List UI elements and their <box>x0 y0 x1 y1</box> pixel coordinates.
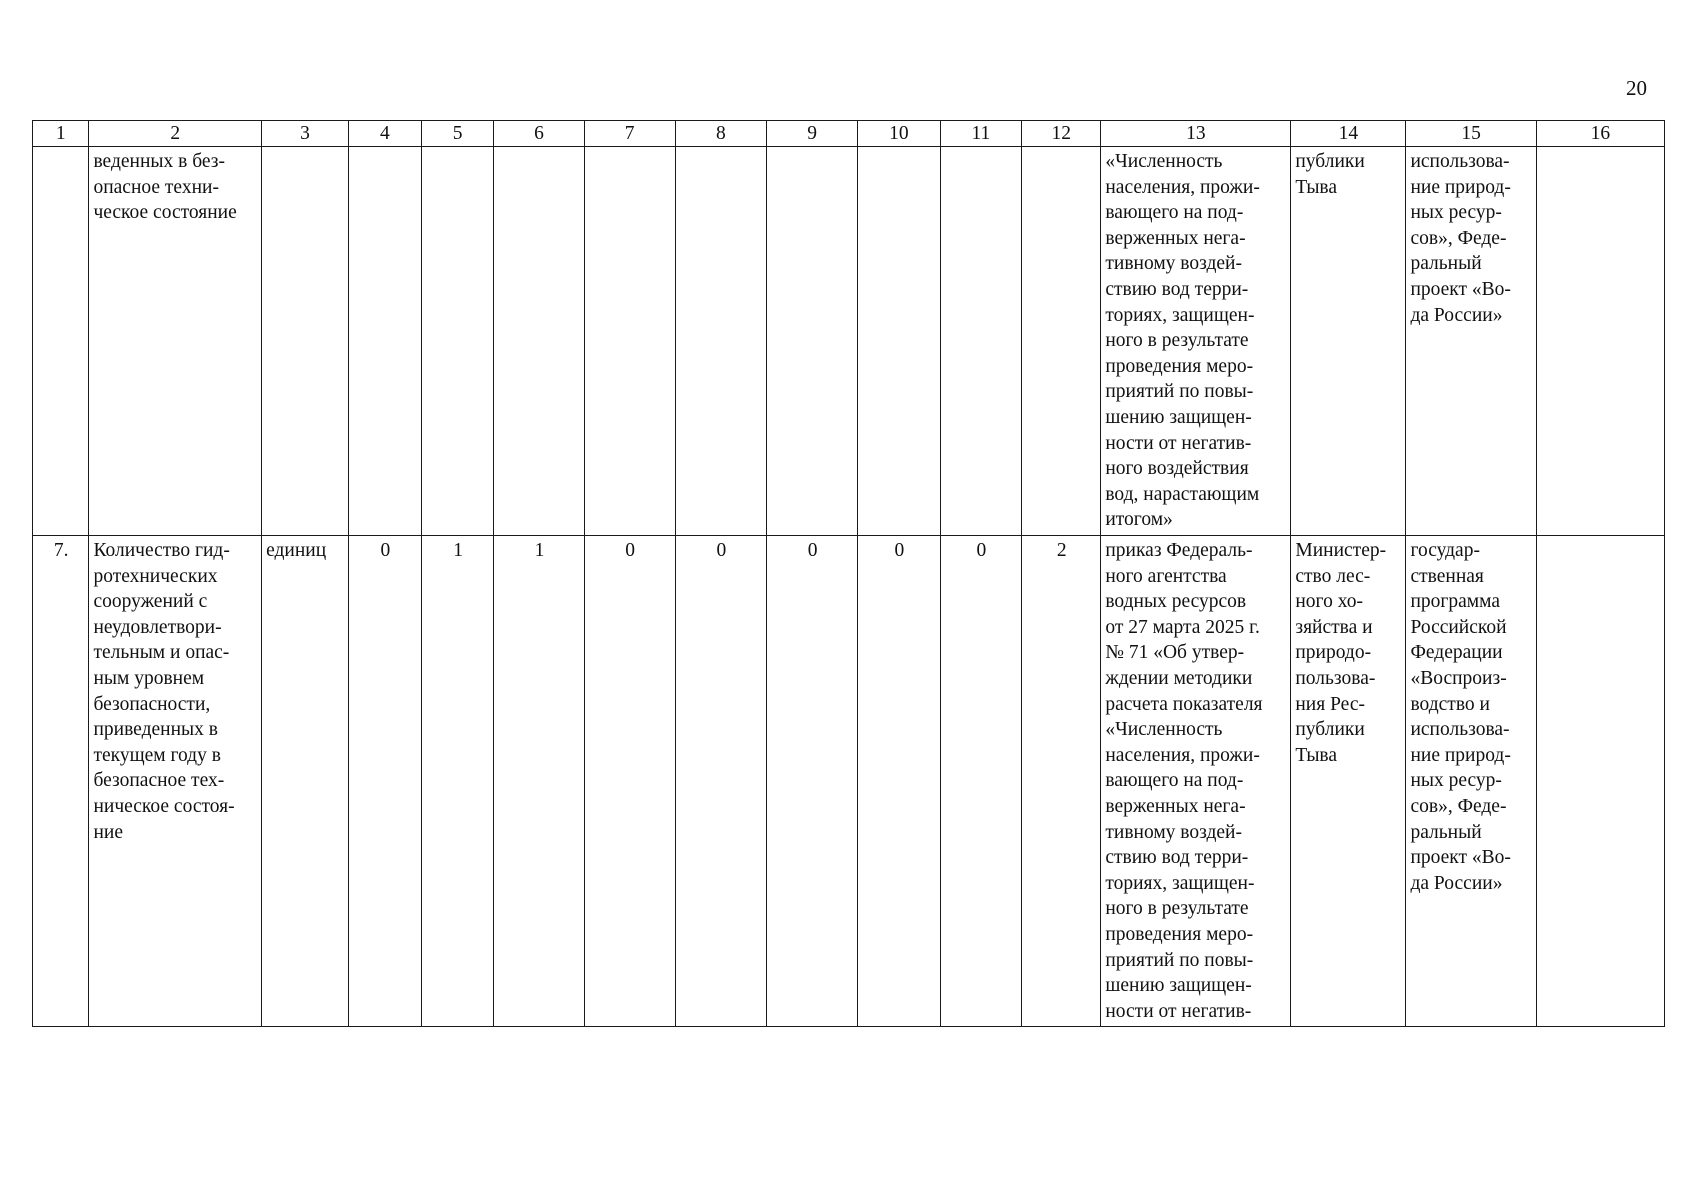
methodology-cell: приказ Федераль- ного агентства водных ресурсов от 27 марта 2025 г. № 71 «Об утвер- ждении методики расчета показателя «Численность населения, прожи- вающего на под- верженных нега- тивному воздей- ствию вод терри- ториях, защищен- ного в результате проведения меро- приятий по повы- шению защищен- ности от негатив- <box>1101 536 1291 1027</box>
program-cell: использова- ние природ- ных ресур- сов», Феде- ральный проект «Во- да России» <box>1406 147 1536 536</box>
value-cell: 0 <box>766 536 857 1027</box>
column-header: 3 <box>262 121 349 147</box>
column-header: 14 <box>1291 121 1406 147</box>
column-header: 15 <box>1406 121 1536 147</box>
table-header-row <box>33 121 1665 147</box>
table-row <box>33 147 1665 536</box>
value-cell <box>940 147 1021 536</box>
column-header: 10 <box>858 121 941 147</box>
row-number-cell: 7. <box>33 536 89 1027</box>
value-cell <box>494 147 584 536</box>
value-cell <box>348 147 421 536</box>
value-cell: 1 <box>421 536 494 1027</box>
responsible-cell: Министер- ство лес- ного хо- зяйства и природо- пользова- ния Рес- публики Тыва <box>1291 536 1406 1027</box>
value-cell <box>858 147 941 536</box>
program-cell: государ- ственная программа Российской Федерации «Воспроиз- водство и использова- ние природ- ных ресур- сов», Феде- ральный проект «Во- да России» <box>1406 536 1536 1027</box>
value-cell <box>584 147 675 536</box>
value-cell <box>421 147 494 536</box>
value-cell: 0 <box>858 536 941 1027</box>
indicator-name-cell: Количество гид- ротехнических сооружений с неудовлетвори- тельным и опас- ным уровнем безопасности, приведенных в текущем году в безопасное тех- ническое состоя- ние <box>89 536 262 1027</box>
indicators-table <box>32 120 1665 1027</box>
indicator-name-cell: веденных в без- опасное техни- ческое состояние <box>89 147 262 536</box>
unit-cell <box>262 147 349 536</box>
notes-cell <box>1536 536 1664 1027</box>
column-header: 8 <box>675 121 766 147</box>
row-number-cell <box>33 147 89 536</box>
column-header: 9 <box>766 121 857 147</box>
column-header: 6 <box>494 121 584 147</box>
total-cell: 2 <box>1022 536 1101 1027</box>
column-header: 16 <box>1536 121 1664 147</box>
column-header: 1 <box>33 121 89 147</box>
unit-cell: единиц <box>262 536 349 1027</box>
column-header: 5 <box>421 121 494 147</box>
column-header: 13 <box>1101 121 1291 147</box>
column-header: 12 <box>1022 121 1101 147</box>
column-header: 11 <box>940 121 1021 147</box>
total-cell <box>1022 147 1101 536</box>
column-header: 4 <box>348 121 421 147</box>
column-header: 2 <box>89 121 262 147</box>
value-cell: 1 <box>494 536 584 1027</box>
page-number: 20 <box>1626 76 1647 100</box>
notes-cell <box>1536 147 1664 536</box>
value-cell: 0 <box>348 536 421 1027</box>
responsible-cell: публики Тыва <box>1291 147 1406 536</box>
value-cell <box>675 147 766 536</box>
table-row <box>33 536 1665 1027</box>
value-cell <box>766 147 857 536</box>
methodology-cell: «Численность населения, прожи- вающего на под- верженных нега- тивному воздей- ствию вод терри- ториях, защищен- ного в результате проведения меро- приятий по повы- шению защищен- ности от негатив- ного воздействия вод, нарастающим итогом» <box>1101 147 1291 536</box>
value-cell: 0 <box>584 536 675 1027</box>
column-header: 7 <box>584 121 675 147</box>
value-cell: 0 <box>675 536 766 1027</box>
value-cell: 0 <box>940 536 1021 1027</box>
